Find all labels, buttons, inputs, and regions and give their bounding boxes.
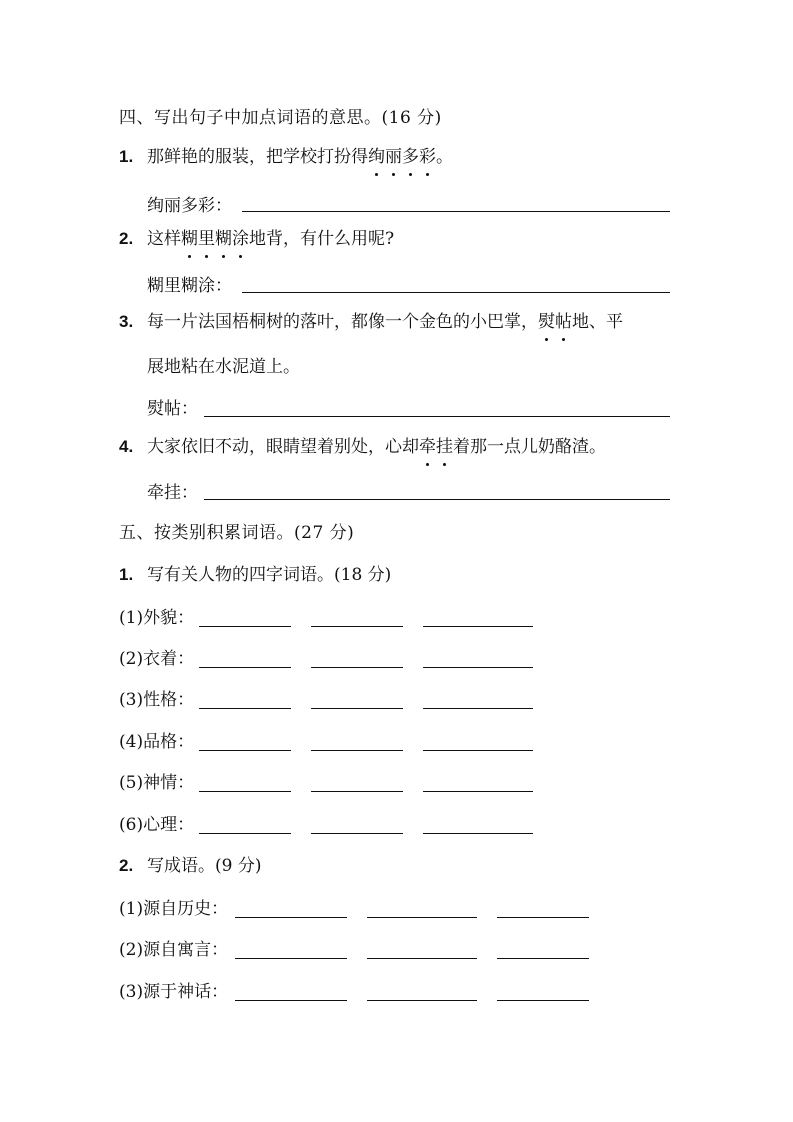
answer-blank[interactable] — [242, 211, 670, 212]
dotted-char: 挂 — [436, 437, 453, 457]
row-label: (3)性格： — [119, 690, 195, 710]
answer-label: 熨帖： — [147, 399, 198, 419]
dotted-char: 糊 — [215, 229, 232, 249]
dotted-char: 绚 — [368, 147, 385, 167]
answer-label: 绚丽多彩： — [147, 196, 232, 216]
dotted-char: 熨 — [538, 312, 555, 332]
answer-blank[interactable] — [497, 1000, 589, 1001]
answer-blank[interactable] — [199, 833, 291, 834]
answer-label: 糊里糊涂： — [147, 276, 232, 296]
answer-blank[interactable] — [423, 791, 533, 792]
dotted-char: 丽 — [385, 147, 402, 167]
dotted-char: 里 — [198, 229, 215, 249]
question-text: 写成语。(9 分) — [147, 856, 262, 876]
question-5-1 — [119, 563, 391, 587]
answer-blank[interactable] — [311, 791, 403, 792]
row-label: (2)衣着： — [119, 649, 195, 669]
answer-blank[interactable] — [423, 667, 533, 668]
sentence-text: 那鲜艳的服装，把学校打扮得 — [147, 147, 368, 167]
answer-blank[interactable] — [423, 750, 533, 751]
sentence-text: 大家依旧不动，眼睛望着别处，心却 — [147, 437, 419, 457]
answer-blank[interactable] — [204, 499, 670, 500]
section-4-title: 四、写出句子中加点词语的意思。(16 分) — [119, 108, 442, 128]
answer-blank[interactable] — [235, 958, 347, 959]
sentence-text: 地、平 — [572, 312, 623, 332]
answer-blank[interactable] — [311, 626, 403, 627]
sentence-text: 。 — [436, 147, 453, 167]
answer-blank[interactable] — [311, 750, 403, 751]
answer-blank[interactable] — [497, 958, 589, 959]
answer-blank[interactable] — [235, 1000, 347, 1001]
answer-blank[interactable] — [235, 917, 347, 918]
answer-blank[interactable] — [199, 626, 291, 627]
answer-blank[interactable] — [199, 750, 291, 751]
answer-blank[interactable] — [199, 791, 291, 792]
question-4-2 — [119, 227, 394, 251]
question-4-1 — [119, 145, 453, 169]
answer-blank[interactable] — [367, 917, 477, 918]
dotted-char: 糊 — [181, 229, 198, 249]
question-number: 2. — [119, 856, 134, 875]
question-text: 写有关人物的四字词语。(18 分) — [147, 565, 392, 585]
answer-blank[interactable] — [423, 626, 533, 627]
question-number: 1. — [119, 565, 134, 584]
answer-blank[interactable] — [311, 667, 403, 668]
answer-blank[interactable] — [311, 833, 403, 834]
question-number: 3. — [119, 312, 134, 331]
row-label: (3)源于神话： — [119, 982, 229, 1002]
sentence-text: 每一片法国梧桐树的落叶，都像一个金色的小巴掌， — [147, 312, 538, 332]
sentence-text: 地背，有什么用呢? — [249, 229, 395, 249]
answer-blank[interactable] — [311, 708, 403, 709]
question-4-4 — [119, 435, 606, 459]
question-4-3 — [119, 310, 623, 334]
answer-blank[interactable] — [367, 958, 477, 959]
section-5-title: 五、按类别积累词语。(27 分) — [119, 523, 355, 543]
answer-blank[interactable] — [497, 917, 589, 918]
answer-blank[interactable] — [423, 708, 533, 709]
dotted-char: 牵 — [419, 437, 436, 457]
answer-blank[interactable] — [242, 292, 670, 293]
sentence-text: 着那一点儿奶酪渣。 — [453, 437, 606, 457]
dotted-char: 帖 — [555, 312, 572, 332]
answer-blank[interactable] — [199, 708, 291, 709]
answer-blank[interactable] — [199, 667, 291, 668]
answer-label: 牵挂： — [147, 483, 198, 503]
row-label: (2)源自寓言： — [119, 940, 229, 960]
answer-blank[interactable] — [423, 833, 533, 834]
sentence-text: 这样 — [147, 229, 181, 249]
row-label: (1)外貌： — [119, 608, 195, 628]
row-label: (5)神情： — [119, 773, 195, 793]
question-number: 2. — [119, 229, 134, 248]
question-number: 4. — [119, 437, 134, 456]
row-label: (6)心理： — [119, 815, 195, 835]
question-number: 1. — [119, 147, 134, 166]
answer-blank[interactable] — [204, 416, 670, 417]
answer-blank[interactable] — [367, 1000, 477, 1001]
dotted-char: 多 — [402, 147, 419, 167]
row-label: (4)品格： — [119, 732, 195, 752]
dotted-char: 涂 — [232, 229, 249, 249]
dotted-char: 彩 — [419, 147, 436, 167]
row-label: (1)源自历史： — [119, 899, 229, 919]
question-5-2 — [119, 854, 261, 878]
question-4-3-continuation: 展地粘在水泥道上。 — [147, 357, 300, 377]
